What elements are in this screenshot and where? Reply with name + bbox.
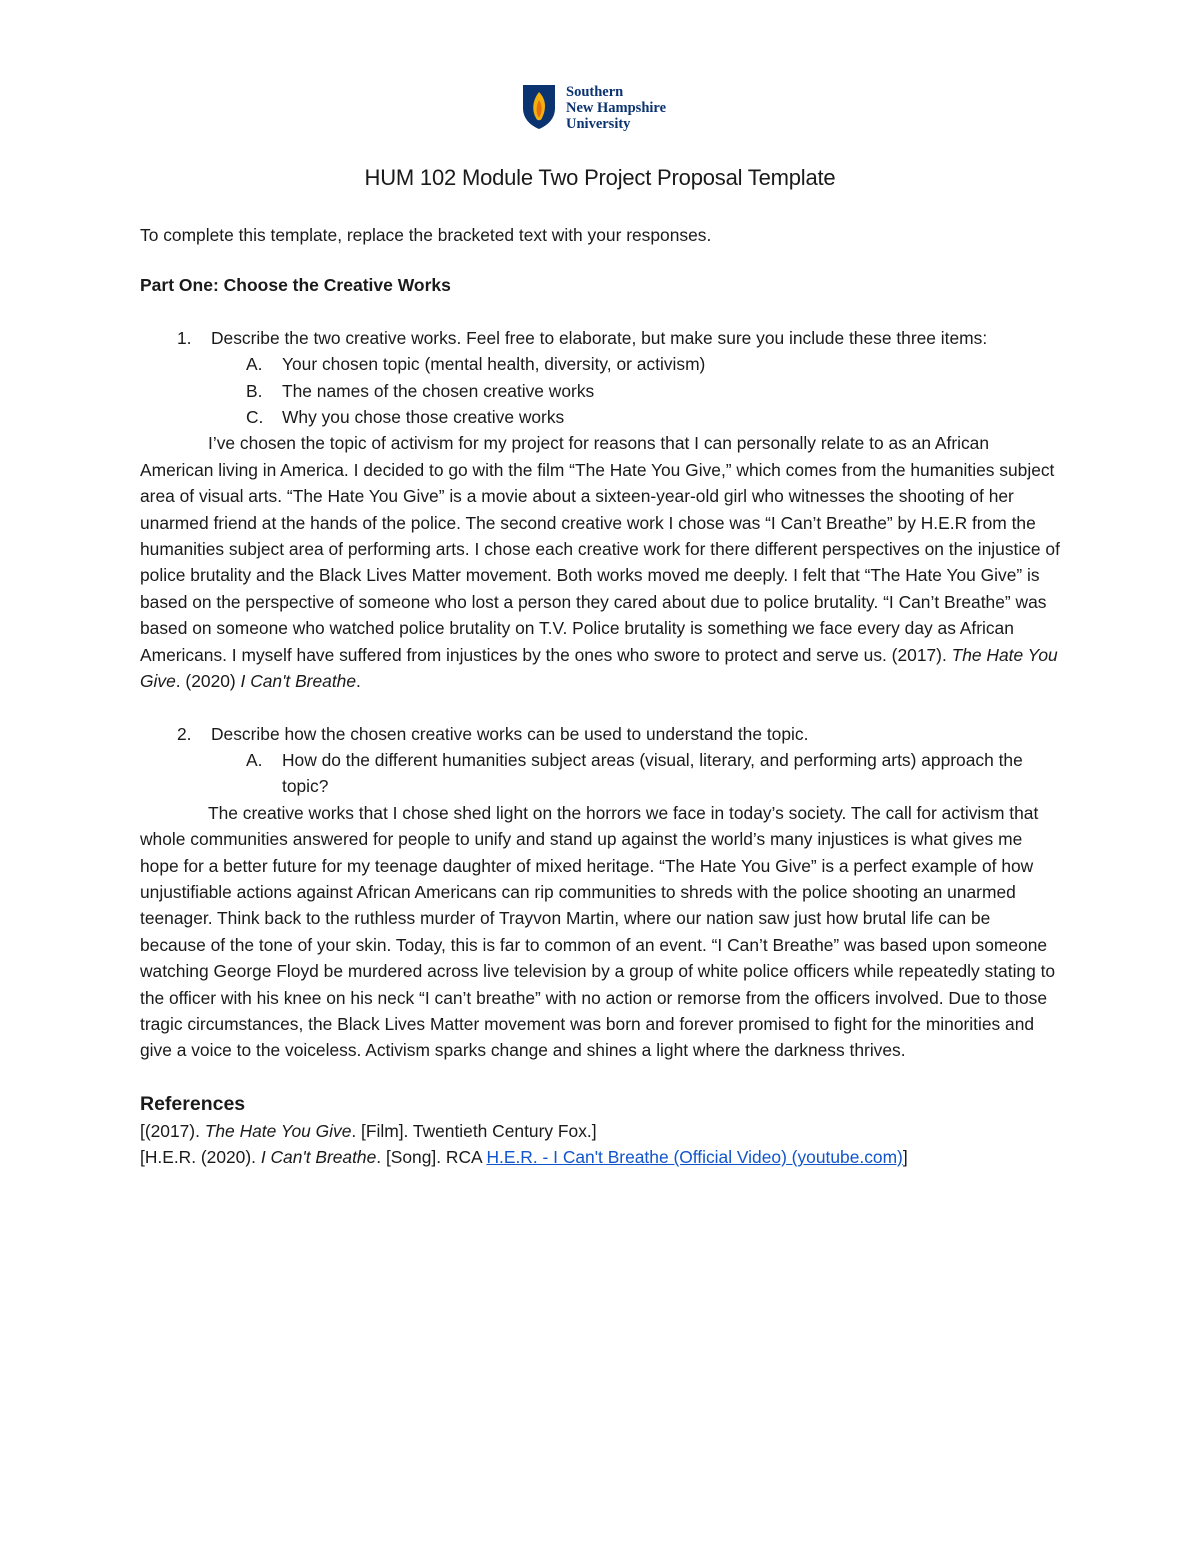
item-letter: A.	[246, 354, 263, 375]
answer-1-main: I’ve chosen the topic of activism for my project for reasons that I can personally relate to as an African American living in America. I decided to go with the film “The Hate You Give,” which comes from the humanities subject area of visual arts. “The Hate You Give” is a movie about a sixteen-year-old girl who witnesses the shooting of her unarmed friend at the hands of the police. The second creative work I chose was “I Can’t Breathe” by H.E.R from the humanities subject area of performing arts. I chose each creative work for there different perspectives on the injustice of police brutality and the Black Lives Matter movement. Both works moved me deeply. I felt that “The Hate You Give” is based on the perspective of someone who lost a person they cared about due to police brutality. “I Can’t Breathe” was based on someone who watched police brutality on T.V. Police brutality is something we face every day as African Americans. I myself have suffered from injustices by the ones who swore to protect and serve us. (2017).	[140, 433, 1060, 665]
question-1-number: 1.	[177, 327, 192, 348]
item-letter: B.	[246, 380, 263, 401]
item-text: Why you chose those creative works	[282, 407, 565, 428]
document-body	[140, 222, 1060, 1171]
question-1-item-a	[140, 351, 1060, 377]
instructions: To complete this template, replace the bracketed text with your responses.	[140, 225, 712, 245]
reference-2-link[interactable]: H.E.R. - I Can't Breathe (Official Video) (youtube.com)	[486, 1147, 903, 1168]
logo-line-2: New Hampshire	[566, 100, 667, 116]
reference-2-prefix: [H.E.R. (2020).	[140, 1147, 261, 1168]
reference-2-suffix: ]	[902, 1147, 908, 1168]
item-letter: C.	[246, 407, 264, 428]
reference-2	[140, 1144, 1060, 1170]
question-1-item-c	[140, 404, 1060, 430]
item-letter: A.	[246, 749, 263, 770]
question-2	[140, 721, 1060, 747]
item-text: Your chosen topic (mental health, diversity, or activism)	[282, 354, 706, 375]
document-title: HUM 102 Module Two Project Proposal Template	[364, 165, 836, 190]
item-text: The names of the chosen creative works	[282, 380, 595, 401]
part-one-heading: Part One: Choose the Creative Works	[140, 275, 451, 296]
question-1-text: Describe the two creative works. Feel free to elaborate, but make sure you include these three items:	[211, 327, 988, 348]
reference-1-suffix: . [Film]. Twentieth Century Fox.]	[351, 1120, 597, 1141]
reference-1-prefix: [(2017).	[140, 1120, 205, 1141]
answer-1-end: .	[356, 671, 361, 692]
question-1	[140, 325, 1060, 351]
logo-wordmark	[566, 84, 666, 132]
answer-2: The creative works that I chose shed light on the horrors we face in today’s society. The call for activism that whole communities answered for people to unify and stand up against the world’s many injustices is what gives me hope for a better future for my teenage daughter of mixed heritage. “The Hate You Give” is a perfect example of how unjustifiable actions against African Americans can rip communities to shreds with the police shooting an unarmed teenager. Think back to the ruthless murder of Trayvon Martin, where our nation saw just how brutal life can be because of the tone of your skin. Today, this is far to common of an event. “I Can’t Breathe” was based upon someone watching George Floyd be murdered across live television by a group of white police officers while repeatedly stating to the officer with his knee on his neck “I can’t breathe” with no action or remorse from the officers involved. Due to those tragic circumstances, the Black Lives Matter movement was born and forever promised to fight for the minorities and give a voice to the voiceless. Activism sparks change and shines a light where the darkness thrives.	[140, 802, 1056, 1061]
university-logo	[522, 84, 666, 132]
question-1-item-b	[140, 378, 1060, 404]
question-2-item-a	[140, 747, 1060, 800]
reference-2-title: I Can't Breathe	[260, 1147, 377, 1168]
item-text: How do the different humanities subject areas (visual, literary, and performing arts) approach the topic?	[282, 749, 1023, 797]
spacer	[140, 695, 1060, 721]
question-2-text: Describe how the chosen creative works can be used to understand the topic.	[211, 723, 809, 744]
answer-1-citation-title-2: I Can't Breathe	[240, 671, 356, 692]
answer-1	[140, 430, 1060, 694]
references-heading: References	[140, 1092, 246, 1115]
answer-1-citation-mid: . (2020)	[175, 671, 241, 692]
logo-line-1: Southern	[566, 84, 624, 100]
logo-line-3: University	[566, 116, 631, 132]
shield-flame-icon	[522, 84, 556, 130]
question-2-number: 2.	[177, 723, 192, 744]
answer-1-citation-title-1: The Hate You Give	[140, 644, 1058, 692]
reference-1-title: The Hate You Give	[204, 1120, 352, 1141]
reference-1	[140, 1118, 1060, 1144]
reference-2-middle: . [Song]. RCA	[376, 1147, 487, 1168]
